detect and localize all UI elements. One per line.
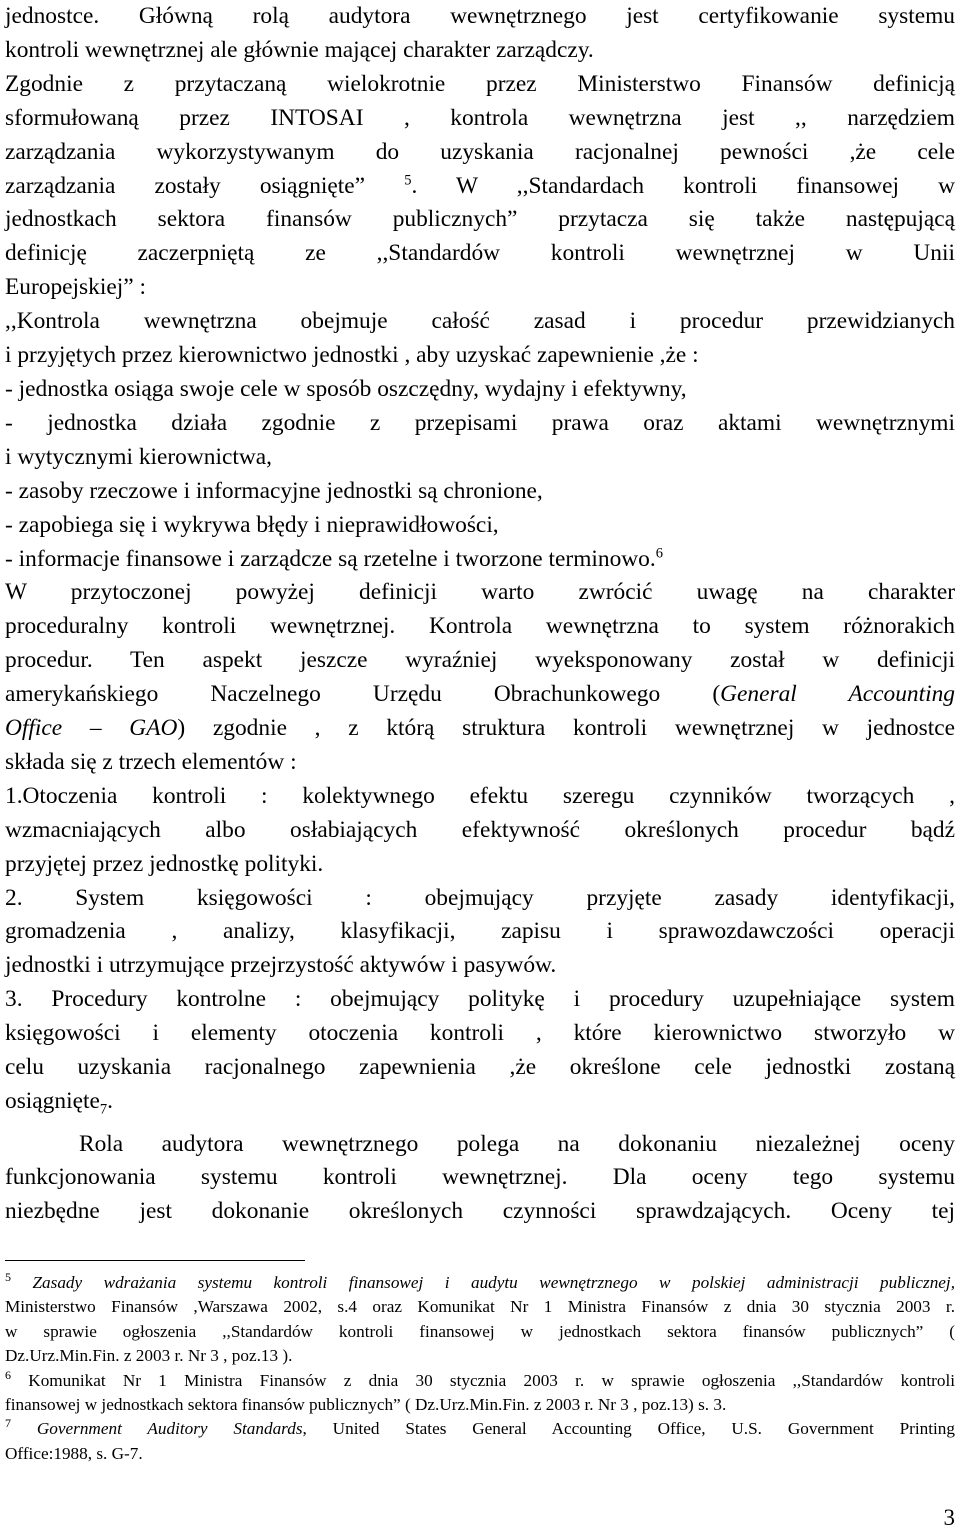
text-fragment: ) zgodnie , z którą struktura kontroli wewnętrznej w jednostce bbox=[177, 715, 955, 742]
footnote-separator bbox=[5, 1260, 305, 1261]
text-fragment: amerykańskiego Naczelnego Urzędu Obrachunkowego ( bbox=[5, 681, 721, 708]
text-line: Rola audytora wewnętrznego polega na dokonaniu niezależnej oceny bbox=[79, 1130, 955, 1157]
text-line: - jednostka działa zgodnie z przepisami prawa oraz aktami wewnętrznymi bbox=[5, 409, 955, 436]
footnote-italic: Zasady wdrażania systemu kontroli finansowej i audytu wewnętrznego w polskiej administracji publicznej, bbox=[32, 1273, 955, 1292]
text-line: zarządzania wykorzystywanym do uzyskania racjonalnej pewności ,że cele bbox=[5, 138, 955, 165]
footnote-italic: Government Auditory Standards bbox=[36, 1419, 303, 1439]
text-line bbox=[5, 543, 955, 577]
text-line: ,,Kontrola wewnętrzna obejmuje całość zasad i procedur przewidzianych bbox=[5, 308, 955, 335]
text-line: definicję zaczerpniętą ze ,,Standardów kontroli wewnętrznej w Unii bbox=[5, 240, 955, 267]
footnote-ref: 6 bbox=[655, 544, 663, 561]
text-fragment: . bbox=[107, 1088, 113, 1114]
text-line bbox=[5, 678, 955, 712]
text-line: gromadzenia , analizy, klasyfikacji, zapisu i sprawozdawczości operacji bbox=[5, 918, 955, 945]
text-line: 3. Procedury kontrolne : obejmujący politykę i procedury uzupełniające system bbox=[5, 986, 955, 1013]
footnote-number: 6 bbox=[5, 1367, 12, 1382]
text-line: niezbędne jest dokonanie określonych czynności sprawdzających. Oceny tej bbox=[5, 1198, 955, 1225]
text-line: Europejskiej” : bbox=[5, 274, 146, 301]
footnote-line: Ministerstwo Finansów ,Warszawa 2002, s.4 oraz Komunikat Nr 1 Ministra Finansów z dnia 30 stycznia 2003 r. bbox=[5, 1297, 955, 1317]
text-line: składa się z trzech elementów : bbox=[5, 748, 297, 775]
text-line: procedur. Ten aspekt jeszcze wyraźniej wyeksponowany został w definicji bbox=[5, 647, 955, 674]
text-line: - zapobiega się i wykrywa błędy i nieprawidłowości, bbox=[5, 511, 499, 538]
footnote-line: w sprawie ogłoszenia ,,Standardów kontroli finansowej w jednostkach sektora finansów publicznych” ( bbox=[5, 1321, 955, 1341]
text-line: proceduralny kontroli wewnętrznej. Kontrola wewnętrzna to system różnorakich bbox=[5, 613, 955, 640]
footnote-line bbox=[5, 1369, 955, 1393]
text-line: księgowości i elementy otoczenia kontroli , które kierownictwo stworzyło w bbox=[5, 1020, 955, 1047]
body-text bbox=[5, 0, 955, 1229]
footnote-line bbox=[5, 1271, 955, 1295]
italic-fragment: Office – GAO bbox=[5, 715, 178, 742]
text-line bbox=[5, 170, 955, 204]
footnote-line: Dz.Urz.Min.Fin. z 2003 r. Nr 3 , poz.13 ). bbox=[5, 1346, 293, 1366]
text-line: jednostkach sektora finansów publicznych” przytacza się także następującą bbox=[5, 206, 955, 233]
text-fragment: - informacje finansowe i zarządcze są rzetelne i tworzone terminowo. bbox=[5, 545, 656, 572]
text-line bbox=[5, 712, 955, 746]
footnote-number: 7 bbox=[5, 1416, 12, 1431]
text-line: sformułowaną przez INTOSAI , kontrola wewnętrzna jest ,, narzędziem bbox=[5, 104, 955, 131]
text-line: celu uzyskania racjonalnego zapewnienia ,że określone cele jednostki zostaną bbox=[5, 1054, 955, 1081]
text-fragment: zarządzania zostały osiągnięte” bbox=[5, 172, 366, 199]
text-line: - zasoby rzeczowe i informacyjne jednostki są chronione, bbox=[5, 477, 543, 504]
text-line: jednostki i utrzymujące przejrzystość aktywów i pasywów. bbox=[5, 952, 557, 979]
text-line: kontroli wewnętrznej ale głównie mającej charakter zarządczy. bbox=[5, 36, 594, 63]
text-line: 2. System księgowości : obejmujący przyjęte zasady identyfikacji, bbox=[5, 884, 955, 911]
text-line: funkcjonowania systemu kontroli wewnętrznej. Dla oceny tego systemu bbox=[5, 1164, 955, 1191]
text-line: W przytoczonej powyżej definicji warto zwrócić uwagę na charakter bbox=[5, 579, 955, 606]
text-line: jednostce. Główną rolą audytora wewnętrznego jest certyfikowanie systemu bbox=[5, 3, 955, 29]
text-fragment: osiągnięte bbox=[5, 1088, 100, 1114]
text-line: - jednostka osiąga swoje cele w sposób oszczędny, wydajny i efektywny, bbox=[5, 375, 687, 402]
footnote-line: finansowej w jednostkach sektora finansów publicznych” ( Dz.Urz.Min.Fin. z 2003 r. Nr 3 , poz.13) s. 3. bbox=[5, 1395, 727, 1415]
text-line: Zgodnie z przytaczaną wielokrotnie przez Ministerstwo Finansów definicją bbox=[5, 70, 955, 97]
footnotes bbox=[5, 1271, 955, 1466]
footnote-line bbox=[5, 1417, 955, 1441]
text-line bbox=[5, 1085, 955, 1128]
text-line: i przyjętych przez kierownictwo jednostki , aby uzyskać zapewnienie ,że : bbox=[5, 342, 699, 369]
footnote-number: 5 bbox=[5, 1269, 12, 1284]
text-line: wzmacniających albo osłabiających efektywność określonych procedur bądź bbox=[5, 816, 955, 843]
footnote-text: , United States General Accounting Office, U.S. Government Printing bbox=[302, 1419, 955, 1439]
text-line: 1.Otoczenia kontroli : kolektywnego efektu szeregu czynników tworzących , bbox=[5, 782, 955, 809]
footnote-text: Komunikat Nr 1 Ministra Finansów z dnia 30 stycznia 2003 r. w sprawie ogłoszenia ,,Standardów kontroli bbox=[28, 1370, 955, 1390]
text-line: i wytycznymi kierownictwa, bbox=[5, 443, 272, 470]
footnote-ref: 5 bbox=[404, 171, 412, 188]
text-fragment: . W ,,Standardach kontroli finansowej w bbox=[411, 172, 955, 199]
italic-fragment: General Accounting bbox=[720, 681, 955, 708]
footnote-ref: 7 bbox=[99, 1101, 108, 1118]
footnote-line: Office:1988, s. G-7. bbox=[5, 1443, 143, 1463]
document-page bbox=[5, 0, 955, 1229]
text-line: przyjętej przez jednostkę polityki. bbox=[5, 850, 324, 877]
page-number: 3 bbox=[943, 1505, 955, 1530]
